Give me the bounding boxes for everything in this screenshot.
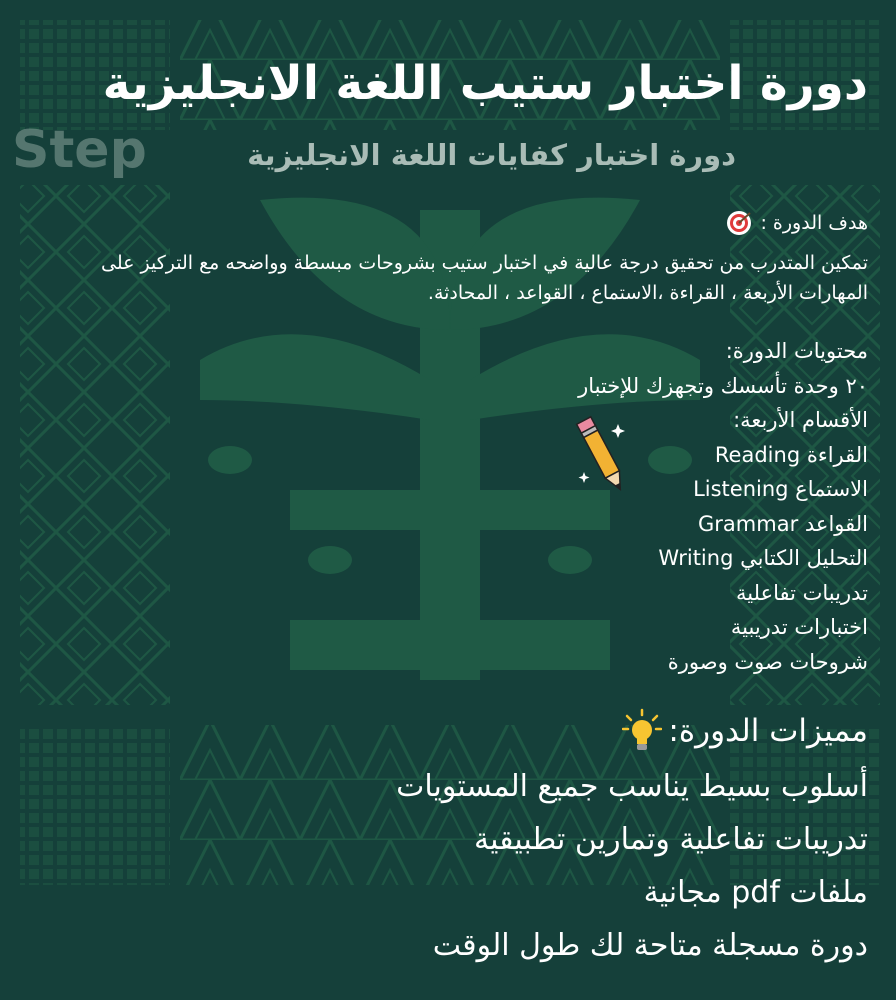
list-item: التحليل الكتابي Writing — [658, 546, 868, 570]
list-item: ٢٠ وحدة تأسسك وتجهزك للإختبار — [578, 373, 868, 398]
page-title: دورة اختبار ستيب اللغة الانجليزية — [102, 56, 868, 111]
pencil-icon — [574, 410, 630, 500]
page-subtitle: دورة اختبار كفايات اللغة الانجليزية — [247, 138, 736, 172]
list-item: الأقسام الأربعة: — [733, 408, 868, 432]
goal-description: تمكين المتدرب من تحقيق درجة عالية في اختبار ستيب بشروحات مبسطة وواضحه مع التركيز على المهارات الأربعة ، القراءة ،الاستماع ، القواعد ، المحادثة. — [100, 252, 868, 305]
list-item: ملفات pdf مجانية — [643, 875, 868, 910]
features-heading — [622, 708, 868, 754]
target-icon — [726, 210, 752, 236]
goal-heading — [726, 210, 868, 236]
goal-label: هدف الدورة : — [760, 211, 868, 234]
step-logo: Step — [12, 120, 147, 180]
contents-list — [578, 334, 868, 679]
list-item: الاستماع Listening — [693, 477, 868, 501]
list-item: شروحات صوت وصورة — [667, 649, 868, 674]
list-item: اختبارات تدريبية — [730, 615, 868, 639]
list-item: دورة مسجلة متاحة لك طول الوقت — [432, 928, 868, 963]
features-list — [396, 760, 868, 972]
list-item: محتويات الدورة: — [725, 339, 868, 363]
list-item: القراءة Reading — [714, 442, 868, 467]
list-item: أسلوب بسيط يناسب جميع المستويات — [396, 769, 868, 804]
features-label: مميزات الدورة: — [668, 712, 868, 749]
lightbulb-icon — [622, 708, 662, 754]
list-item: تدريبات تفاعلية وتمارين تطبيقية — [474, 822, 868, 857]
list-item: القواعد Grammar — [698, 511, 868, 536]
list-item: تدريبات تفاعلية — [736, 580, 868, 605]
